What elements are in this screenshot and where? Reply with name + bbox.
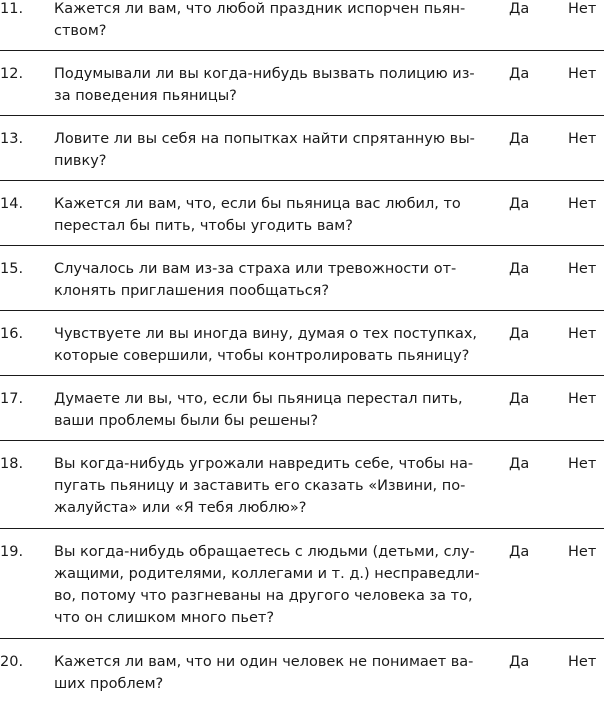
question-text-line: клонять приглашения пообщаться? [54,283,330,299]
question-text-line: за поведения пьяницы? [54,88,237,104]
question-text-line: перестал бы пить, чтобы угодить вам? [54,218,353,234]
question-number: 20. [0,654,24,670]
question-text-line: ством? [54,23,107,39]
question-text [54,128,484,172]
answer-no-option[interactable]: Нет [568,326,597,342]
question-number: 15. [0,261,24,277]
question-text-line: которые совершили, чтобы контролировать пьяницу? [54,348,470,364]
question-row [0,128,604,181]
answer-yes-option[interactable]: Да [509,261,530,277]
question-text-line: Случалось ли вам из-за страха или тревожности от- [54,261,457,277]
question-text-line: Кажется ли вам, что любой праздник испорчен пьян- [54,1,466,17]
question-number: 11. [0,1,24,17]
question-text-line: жалуйста» или «Я тебя люблю»? [54,500,307,516]
question-text-line: Кажется ли вам, что ни один человек не понимает ва- [54,654,474,670]
question-row [0,258,604,311]
question-row [0,193,604,246]
question-text-line: ших проблем? [54,676,164,692]
answer-no-option[interactable]: Нет [568,654,597,670]
answer-no-option[interactable]: Нет [568,456,597,472]
question-text-line: пивку? [54,153,107,169]
question-text-line: Кажется ли вам, что, если бы пьяница вас любил, то [54,196,461,212]
question-text-line: Вы когда-нибудь угрожали навредить себе, чтобы на- [54,456,474,472]
question-text [54,651,484,695]
question-number: 19. [0,544,24,560]
answer-no-option[interactable]: Нет [568,261,597,277]
question-text [54,453,484,519]
answer-yes-option[interactable]: Да [509,196,530,212]
question-text [54,323,484,367]
question-text [54,193,484,237]
question-row [0,541,604,639]
question-text-line: пугать пьяницу и заставить его сказать «Извини, по- [54,478,466,494]
answer-no-option[interactable]: Нет [568,1,597,17]
question-text-line: ваши проблемы были бы решены? [54,413,319,429]
question-row [0,0,604,51]
answer-yes-option[interactable]: Да [509,1,530,17]
answer-yes-option[interactable]: Да [509,456,530,472]
question-text-line: Ловите ли вы себя на попытках найти спрятанную вы- [54,131,475,147]
question-number: 12. [0,66,24,82]
question-text [54,388,484,432]
question-text-line: что он слишком много пьет? [54,610,275,626]
answer-no-option[interactable]: Нет [568,391,597,407]
question-number: 14. [0,196,24,212]
answer-no-option[interactable]: Нет [568,66,597,82]
question-row [0,388,604,441]
answer-yes-option[interactable]: Да [509,326,530,342]
question-number: 18. [0,456,24,472]
question-number: 17. [0,391,24,407]
question-text-line: Чувствуете ли вы иногда вину, думая о тех поступках, [54,326,478,342]
question-number: 16. [0,326,24,342]
question-text-line: Думаете ли вы, что, если бы пьяница перестал пить, [54,391,463,407]
answer-no-option[interactable]: Нет [568,196,597,212]
answer-yes-option[interactable]: Да [509,391,530,407]
answer-yes-option[interactable]: Да [509,131,530,147]
question-text [54,0,484,42]
question-row [0,453,604,529]
question-text-line: Вы когда-нибудь обращаетесь с людьми (детьми, слу- [54,544,475,560]
question-row [0,651,604,711]
question-text [54,258,484,302]
answer-yes-option[interactable]: Да [509,544,530,560]
question-text-line: Подумывали ли вы когда-нибудь вызвать полицию из- [54,66,475,82]
question-row [0,323,604,376]
answer-yes-option[interactable]: Да [509,654,530,670]
answer-yes-option[interactable]: Да [509,66,530,82]
question-text [54,541,484,629]
question-row [0,63,604,116]
question-text-line: во, потому что разгневаны на другого человека за то, [54,588,473,604]
answer-no-option[interactable]: Нет [568,544,597,560]
question-text [54,63,484,107]
question-number: 13. [0,131,24,147]
question-text-line: жащими, родителями, коллегами и т. д.) несправедли- [54,566,480,582]
answer-no-option[interactable]: Нет [568,131,597,147]
